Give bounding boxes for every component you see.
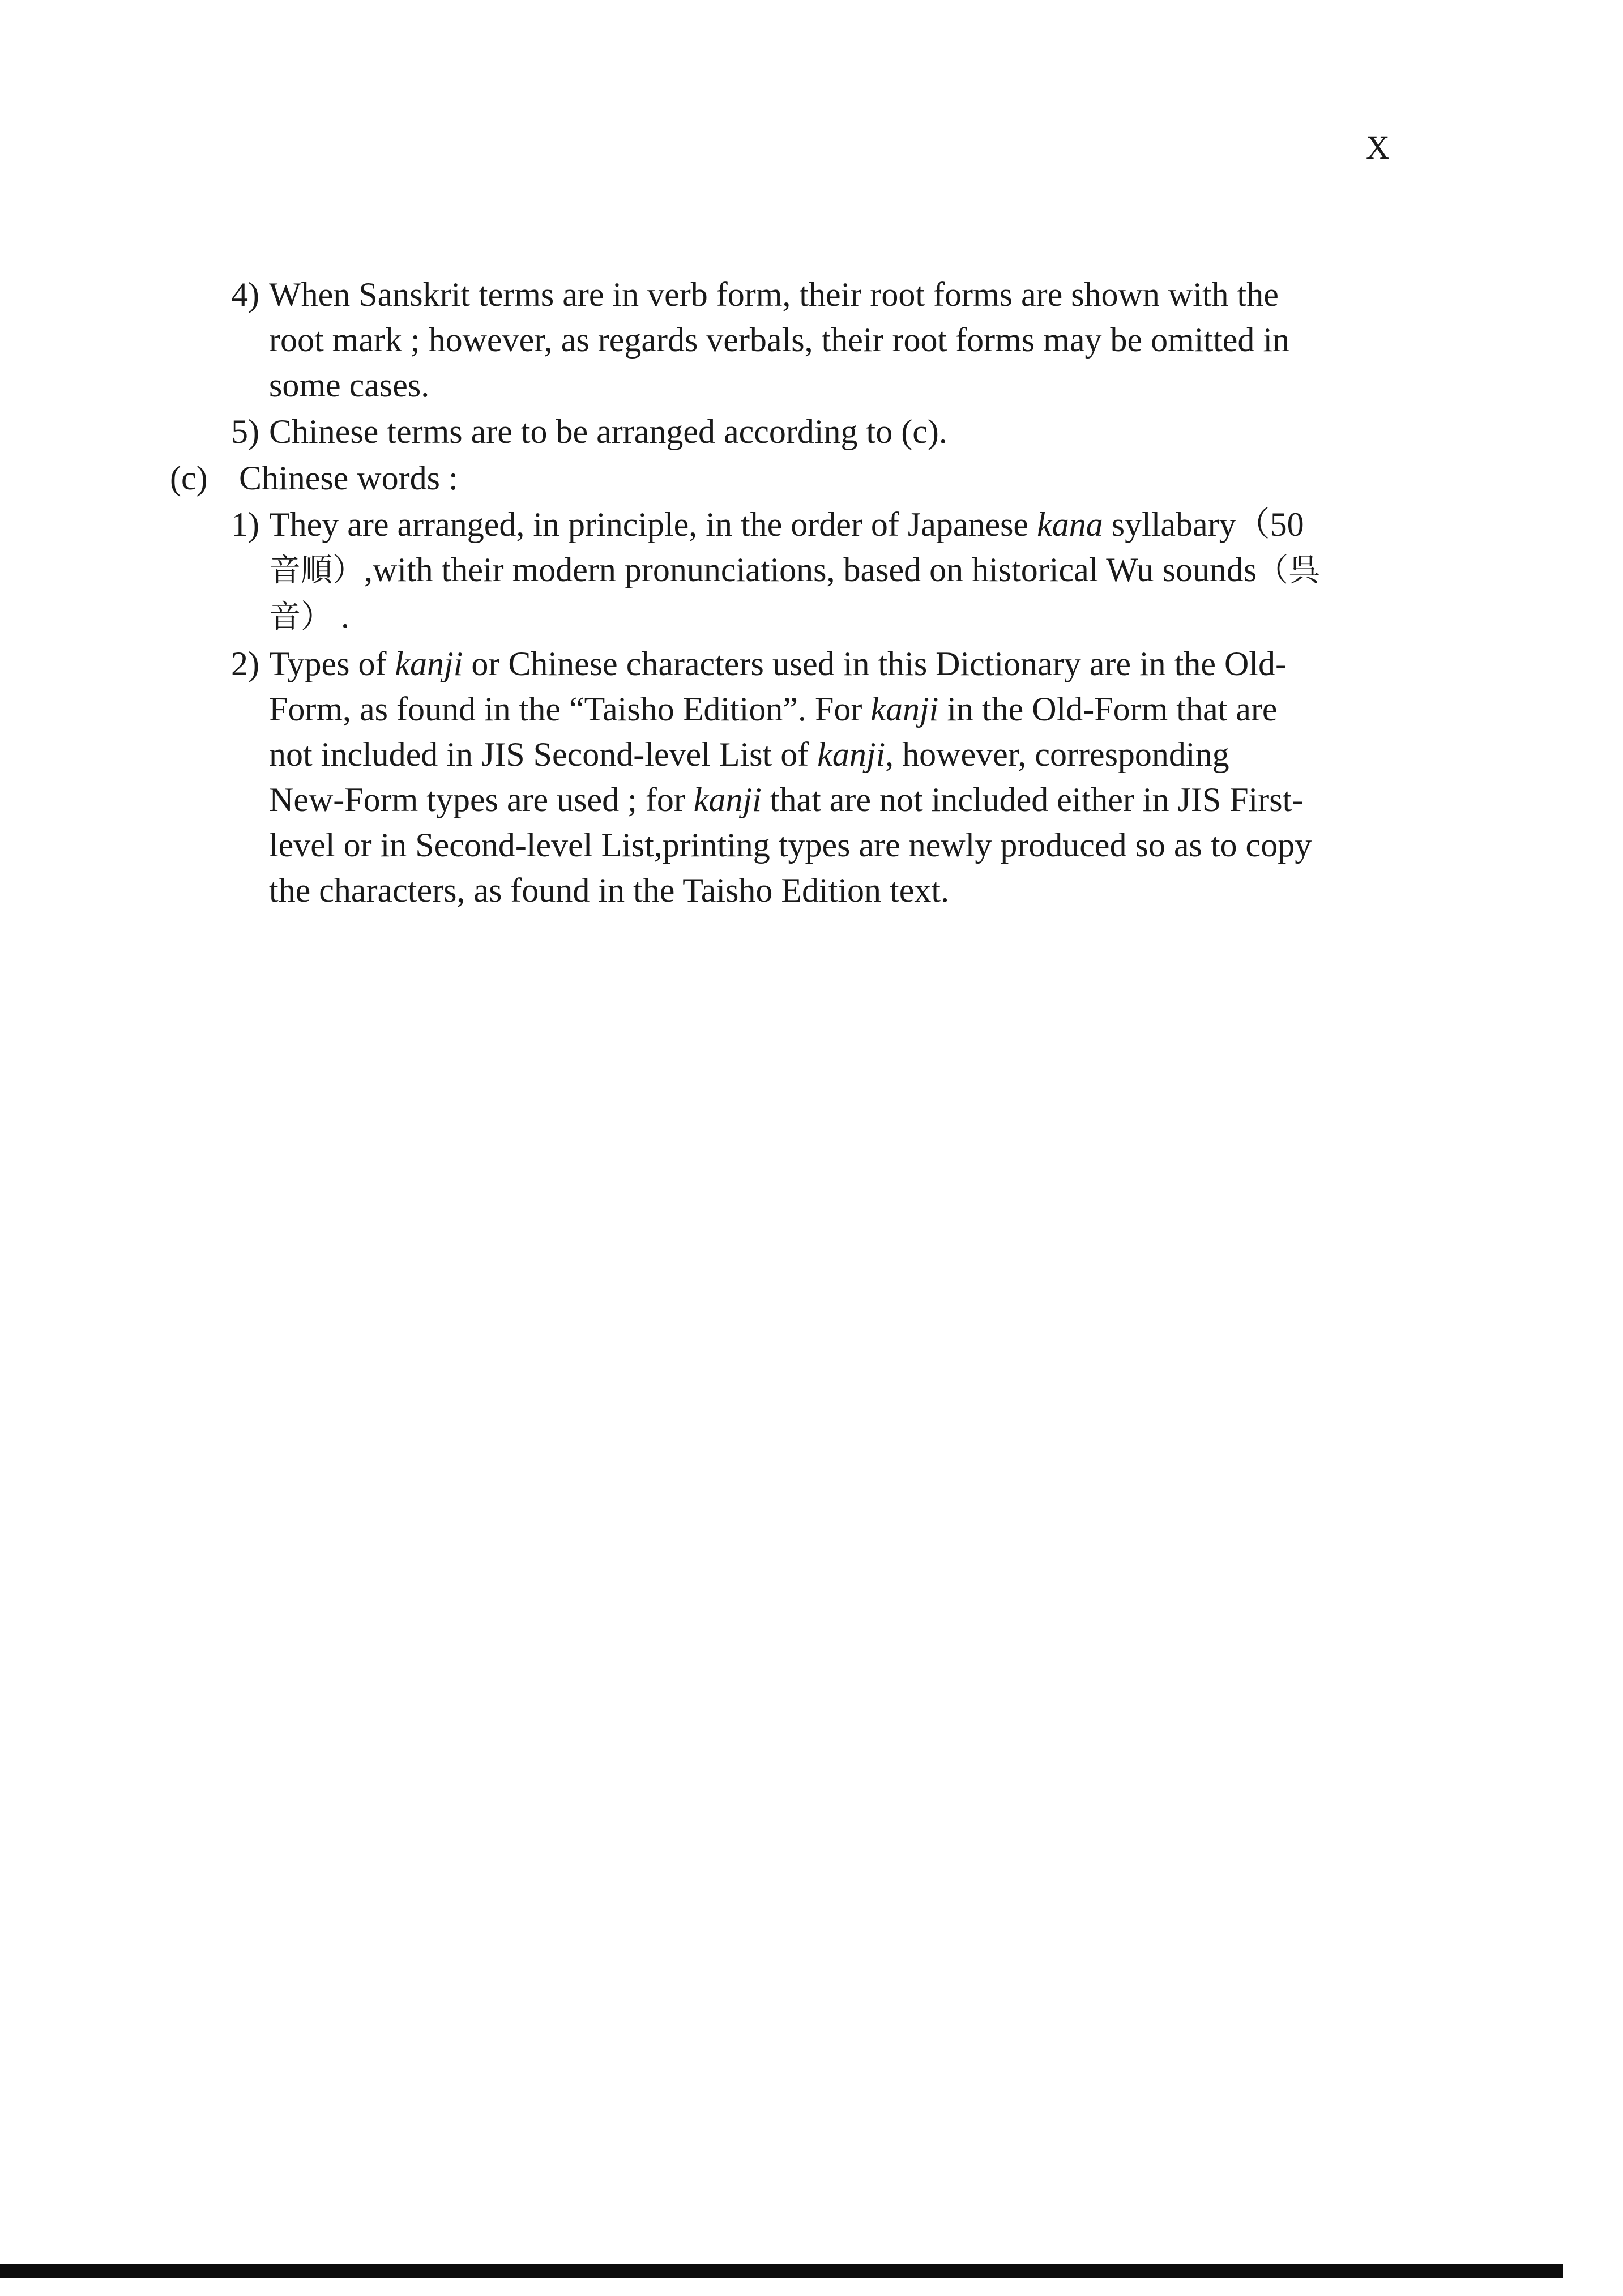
italic-term: kana [1037, 506, 1103, 543]
text-run: , however, corresponding [885, 736, 1229, 773]
cjk-text: 音） [269, 599, 332, 635]
text-run: or Chinese characters used in this Dictionary are in the Old- [463, 645, 1287, 682]
item-number: 1) [231, 506, 259, 543]
item-number: 5) [231, 413, 259, 450]
text-run: . [332, 598, 349, 635]
text-run: syllabary（50 [1103, 506, 1304, 543]
text-run: ,with their modern pronunciations, based on historical Wu sounds [364, 551, 1257, 588]
section-label: (c) [170, 459, 208, 497]
bottom-border-rule [0, 2264, 1563, 2278]
text-line: root mark ; however, as regards verbals, their root forms may be omitted in [269, 321, 1290, 359]
text-run: not included in JIS Second-level List of [269, 736, 818, 773]
cjk-text: 音順） [269, 552, 364, 589]
text-line [269, 547, 1404, 594]
text-run: They are arranged, in principle, in the order of Japanese [269, 506, 1037, 543]
item-number: 4) [231, 276, 259, 313]
document-body [170, 272, 1404, 914]
cjk-text: （呉 [1257, 552, 1321, 589]
list-item-5 [170, 409, 1404, 454]
item-number: 2) [231, 645, 259, 682]
text-line [269, 594, 1404, 640]
text-run: New-Form types are used ; for [269, 781, 694, 818]
text-line: Chinese terms are to be arranged according to (c). [269, 413, 947, 450]
text-run: Form, as found in the “Taisho Edition”. For [269, 690, 871, 728]
text-line [269, 732, 1404, 777]
text-line: some cases. [269, 366, 430, 404]
italic-term: kanji [817, 736, 886, 773]
text-line: the characters, as found in the Taisho Edition text. [269, 872, 950, 909]
list-item-c2 [170, 641, 1404, 913]
italic-term: kanji [870, 690, 939, 728]
text-line [269, 641, 1404, 686]
text-run: in the Old-Form that are [938, 690, 1278, 728]
text-line [269, 686, 1404, 732]
page-number: X [1366, 129, 1390, 166]
italic-term: kanji [693, 781, 762, 818]
text-line [269, 777, 1404, 822]
list-item-4 [170, 272, 1404, 408]
italic-term: kanji [395, 645, 463, 682]
text-line: When Sanskrit terms are in verb form, their root forms are shown with the [269, 276, 1279, 313]
text-line: level or in Second-level List,printing types are newly produced so as to copy [269, 826, 1312, 864]
text-run: that are not included either in JIS First- [761, 781, 1304, 818]
text-run: Types of [269, 645, 395, 682]
section-title: Chinese words : [239, 459, 458, 497]
section-c-heading [170, 455, 1404, 501]
text-line [269, 502, 1404, 547]
list-item-c1 [170, 502, 1404, 640]
